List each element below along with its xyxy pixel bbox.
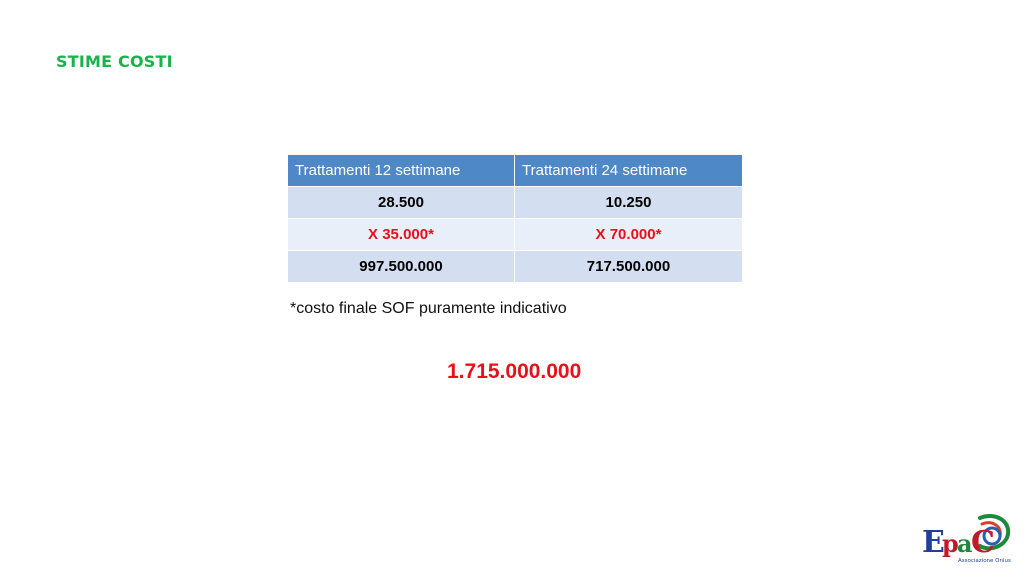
subtotal-24-weeks: 717.500.000 [515, 251, 743, 283]
cost-estimate-table [287, 154, 743, 283]
svg-text:p: p [942, 529, 959, 558]
subtotal-12-weeks: 997.500.000 [288, 251, 515, 283]
footnote: *costo finale SOF puramente indicativo [290, 300, 567, 317]
svg-text:a: a [957, 529, 973, 558]
unit-cost-12-weeks: X 35.000* [288, 219, 515, 251]
table-row-subtotal [288, 251, 743, 283]
table-row-unit-cost [288, 219, 743, 251]
svg-text:C: C [971, 525, 995, 560]
svg-text:Associazione Onlus: Associazione Onlus [958, 558, 1011, 564]
patients-24-weeks: 10.250 [515, 187, 743, 219]
grand-total: 1.715.000.000 [447, 360, 582, 383]
column-header-12-weeks: Trattamenti 12 settimane [288, 155, 515, 187]
column-header-24-weeks: Trattamenti 24 settimane [515, 155, 743, 187]
unit-cost-24-weeks: X 70.000* [515, 219, 743, 251]
table-row-patients [288, 187, 743, 219]
svg-text:E: E [922, 525, 945, 560]
patients-12-weeks: 28.500 [288, 187, 515, 219]
table-header-row [288, 155, 743, 187]
page-title: STIME COSTI [56, 52, 173, 71]
epac-logo [920, 512, 1016, 568]
